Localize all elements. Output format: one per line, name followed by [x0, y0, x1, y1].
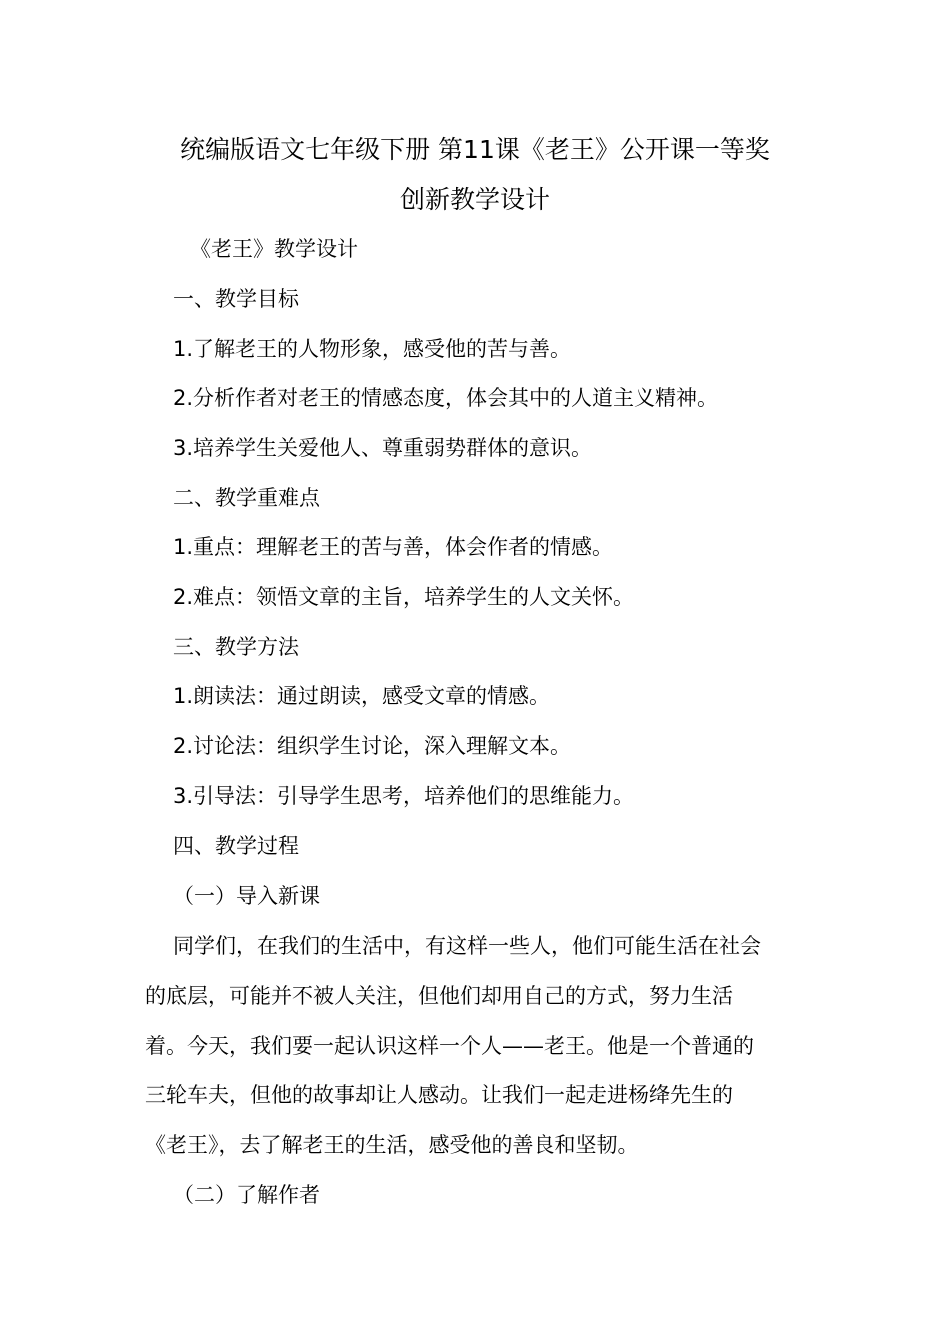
document-subtitle: 《老王》教学设计: [190, 237, 358, 261]
method-item: 3.引导法：引导学生思考，培养他们的思维能力。: [173, 784, 635, 808]
paragraph-line: 三轮车夫，但他的故事却让人感动。让我们一起走进杨绛先生的: [145, 1083, 733, 1107]
document-title-line-2: 创新教学设计: [399, 185, 550, 214]
subsection-heading-intro: （一）导入新课: [173, 884, 320, 908]
method-item: 1.朗读法：通过朗读，感受文章的情感。: [173, 684, 551, 708]
section-heading-key-points: 二、教学重难点: [173, 486, 320, 510]
document-title-line-1: 统编版语文七年级下册 第11课《老王》公开课一等奖: [180, 135, 770, 164]
paragraph-line: 的底层，可能并不被人关注，但他们却用自己的方式，努力生活: [145, 984, 733, 1008]
method-item: 2.讨论法：组织学生讨论，深入理解文本。: [173, 734, 572, 758]
paragraph-line: 着。今天，我们要一起认识这样一个人——老王。他是一个普通的: [145, 1034, 754, 1058]
key-point-item: 1.重点：理解老王的苦与善，体会作者的情感。: [173, 535, 614, 559]
subsection-heading-author: （二）了解作者: [173, 1183, 320, 1207]
section-heading-objectives: 一、教学目标: [173, 287, 299, 311]
objective-item: 2.分析作者对老王的情感态度，体会其中的人道主义精神。: [173, 386, 719, 410]
key-point-item: 2.难点：领悟文章的主旨，培养学生的人文关怀。: [173, 585, 635, 609]
section-heading-methods: 三、教学方法: [173, 635, 299, 659]
objective-item: 1.了解老王的人物形象，感受他的苦与善。: [173, 337, 572, 361]
objective-item: 3.培养学生关爱他人、尊重弱势群体的意识。: [173, 436, 593, 460]
paragraph-line: 同学们，在我们的生活中，有这样一些人，他们可能生活在社会: [173, 934, 761, 958]
section-heading-process: 四、教学过程: [173, 834, 299, 858]
paragraph-line: 《老王》，去了解老王的生活，感受他的善良和坚韧。: [145, 1133, 639, 1157]
